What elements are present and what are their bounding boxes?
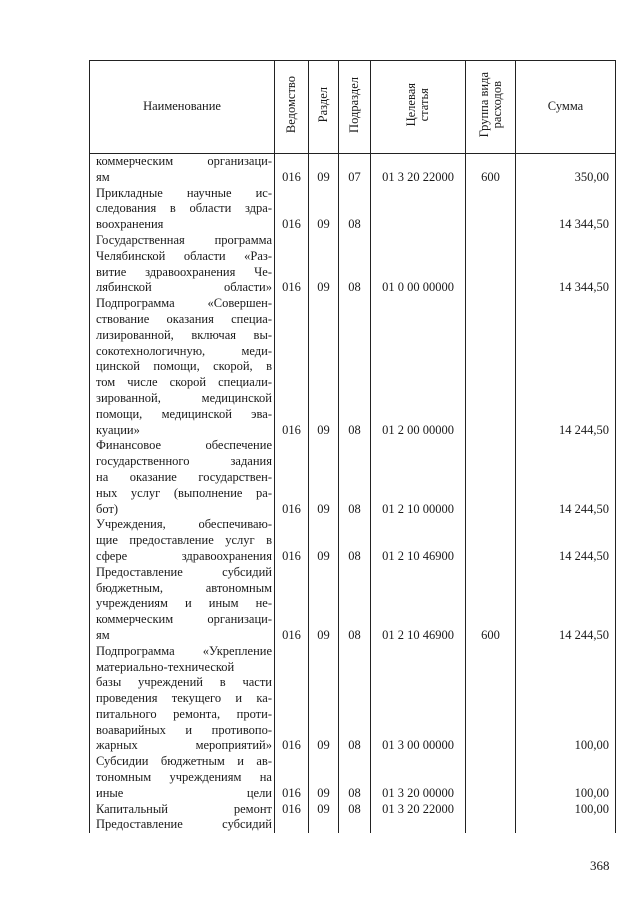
row-expense-group	[466, 438, 516, 517]
row-department: 016	[275, 802, 309, 818]
row-name-line: Финансовое обеспечение	[96, 438, 272, 453]
row-expense-group: 600	[466, 565, 516, 644]
row-subsection	[339, 817, 371, 833]
row-sum: 100,00	[516, 802, 616, 818]
row-name	[90, 233, 275, 296]
row-sum: 14 244,50	[516, 565, 616, 644]
row-name	[90, 438, 275, 517]
row-name-line: Подпрограмма «Совершен-	[96, 296, 272, 311]
row-target	[371, 186, 466, 233]
row-sum: 14 344,50	[516, 186, 616, 233]
row-section: 09	[309, 644, 339, 755]
row-name-line: Учреждения, обеспечиваю-	[96, 517, 272, 532]
header-section: Раздел	[309, 61, 339, 154]
table-row	[90, 644, 616, 755]
table-row	[90, 296, 616, 438]
row-name-line: Субсидии бюджетным и ав-	[96, 754, 272, 769]
header-department: Ведомство	[275, 61, 309, 154]
row-name	[90, 644, 275, 755]
row-name-line: воаварийных и противопо-	[96, 722, 272, 737]
header-name: Наименование	[90, 61, 275, 154]
row-name-line: Капитальный ремонт	[96, 801, 272, 816]
header-subsection: Подраздел	[339, 61, 371, 154]
table-body	[90, 154, 616, 834]
row-name-line: воохранения	[96, 217, 164, 232]
row-expense-group	[466, 817, 516, 833]
row-expense-group	[466, 644, 516, 755]
row-expense-group	[466, 233, 516, 296]
row-name-line: материально-технической	[96, 659, 235, 674]
row-subsection: 08	[339, 233, 371, 296]
header-sum: Сумма	[516, 61, 616, 154]
row-target: 01 2 10 46900	[371, 517, 466, 564]
row-sum: 14 344,50	[516, 233, 616, 296]
header-target: Целевая статья	[371, 61, 466, 154]
row-name-line: том числе скорой специали-	[96, 375, 272, 390]
row-section: 09	[309, 517, 339, 564]
table-row	[90, 565, 616, 644]
row-name	[90, 154, 275, 186]
row-expense-group	[466, 754, 516, 801]
row-expense-group	[466, 802, 516, 818]
row-name-line: ствование оказания специа-	[96, 311, 272, 326]
row-sum: 350,00	[516, 154, 616, 186]
row-name	[90, 817, 275, 833]
row-name-line: иные цели	[96, 785, 272, 800]
row-expense-group	[466, 186, 516, 233]
row-subsection: 08	[339, 754, 371, 801]
table-row	[90, 438, 616, 517]
row-target: 01 3 00 00000	[371, 644, 466, 755]
row-name-line: Подпрограмма «Укрепление	[96, 643, 272, 658]
row-target: 01 0 00 00000	[371, 233, 466, 296]
table-row	[90, 517, 616, 564]
row-department: 016	[275, 296, 309, 438]
table-row	[90, 154, 616, 186]
row-name-line: ных услуг (выполнение ра-	[96, 485, 272, 500]
row-target: 01 2 10 00000	[371, 438, 466, 517]
row-target	[371, 817, 466, 833]
row-expense-group: 600	[466, 154, 516, 186]
row-sum: 14 244,50	[516, 438, 616, 517]
row-sum: 100,00	[516, 644, 616, 755]
row-section: 09	[309, 186, 339, 233]
row-expense-group	[466, 517, 516, 564]
row-section: 09	[309, 154, 339, 186]
row-name	[90, 517, 275, 564]
row-name-line: питального ремонта, проти-	[96, 706, 272, 721]
header-row	[90, 61, 616, 154]
row-name-line: бюджетным, автономным	[96, 580, 272, 595]
row-name-line: государственного задания	[96, 454, 272, 469]
row-section: 09	[309, 565, 339, 644]
row-target: 01 2 00 00000	[371, 296, 466, 438]
row-department: 016	[275, 438, 309, 517]
table-row	[90, 754, 616, 801]
row-subsection: 08	[339, 438, 371, 517]
row-section: 09	[309, 754, 339, 801]
row-subsection: 08	[339, 802, 371, 818]
row-name-line: на оказание государствен-	[96, 469, 272, 484]
row-name-line: Государственная программа	[96, 232, 272, 247]
row-name-line: проведения текущего и ка-	[96, 691, 272, 706]
row-subsection: 08	[339, 517, 371, 564]
row-sum	[516, 817, 616, 833]
budget-table	[89, 60, 616, 833]
row-department: 016	[275, 233, 309, 296]
table-row	[90, 802, 616, 818]
table-row	[90, 817, 616, 833]
row-name-line: жарных мероприятий»	[96, 738, 272, 753]
row-name-line: ям	[96, 627, 110, 642]
row-subsection: 07	[339, 154, 371, 186]
row-section: 09	[309, 438, 339, 517]
row-name-line: учреждениям и иным не-	[96, 596, 272, 611]
row-name-line: бот)	[96, 501, 119, 516]
row-sum: 14 244,50	[516, 296, 616, 438]
row-name-line: тономным учреждениям на	[96, 770, 272, 785]
table-row	[90, 186, 616, 233]
row-target: 01 2 10 46900	[371, 565, 466, 644]
row-name-line: сокотехнологичную, меди-	[96, 343, 272, 358]
row-department: 016	[275, 154, 309, 186]
row-name-line: лябинской области»	[96, 280, 272, 295]
row-name-line: Челябинской области «Раз-	[96, 248, 272, 263]
row-department: 016	[275, 186, 309, 233]
row-section	[309, 817, 339, 833]
row-name-line: Прикладные научные ис-	[96, 185, 272, 200]
row-subsection: 08	[339, 186, 371, 233]
row-sum: 14 244,50	[516, 517, 616, 564]
row-expense-group	[466, 296, 516, 438]
row-name	[90, 186, 275, 233]
row-section: 09	[309, 802, 339, 818]
row-subsection: 08	[339, 565, 371, 644]
row-target: 01 3 20 22000	[371, 154, 466, 186]
row-name	[90, 802, 275, 818]
row-name	[90, 296, 275, 438]
row-name-line: сфере здравоохранения	[96, 548, 272, 563]
row-department: 016	[275, 517, 309, 564]
row-section: 09	[309, 233, 339, 296]
row-name	[90, 565, 275, 644]
row-name-line: помощи, медицинской эва-	[96, 406, 272, 421]
row-subsection: 08	[339, 644, 371, 755]
row-name-line: Предоставление субсидий	[96, 564, 272, 579]
row-department: 016	[275, 644, 309, 755]
row-name-line: щие предоставление услуг в	[96, 533, 272, 548]
row-name-line: цинской помощи, скорой, в	[96, 359, 272, 374]
row-name-line: коммерческим организаци-	[96, 612, 272, 627]
row-department: 016	[275, 754, 309, 801]
row-target: 01 3 20 00000	[371, 754, 466, 801]
table-row	[90, 233, 616, 296]
row-name-line: Предоставление субсидий	[96, 817, 272, 832]
row-name-line: следования в области здра-	[96, 201, 272, 216]
row-name-line: коммерческим организаци-	[96, 154, 272, 168]
row-section: 09	[309, 296, 339, 438]
row-sum: 100,00	[516, 754, 616, 801]
header-expense-group: Группа вида расходов	[466, 61, 516, 154]
row-name-line: лизированной, включая вы-	[96, 327, 272, 342]
page-number: 368	[590, 858, 610, 873]
row-name-line: витие здравоохранения Че-	[96, 264, 272, 279]
row-target: 01 3 20 22000	[371, 802, 466, 818]
row-department: 016	[275, 565, 309, 644]
row-name-line: зированной, медицинской	[96, 390, 272, 405]
row-name	[90, 754, 275, 801]
row-name-line: куации»	[96, 422, 140, 437]
row-name-line: ям	[96, 169, 110, 184]
row-department	[275, 817, 309, 833]
row-name-line: базы учреждений в части	[96, 675, 272, 690]
row-subsection: 08	[339, 296, 371, 438]
